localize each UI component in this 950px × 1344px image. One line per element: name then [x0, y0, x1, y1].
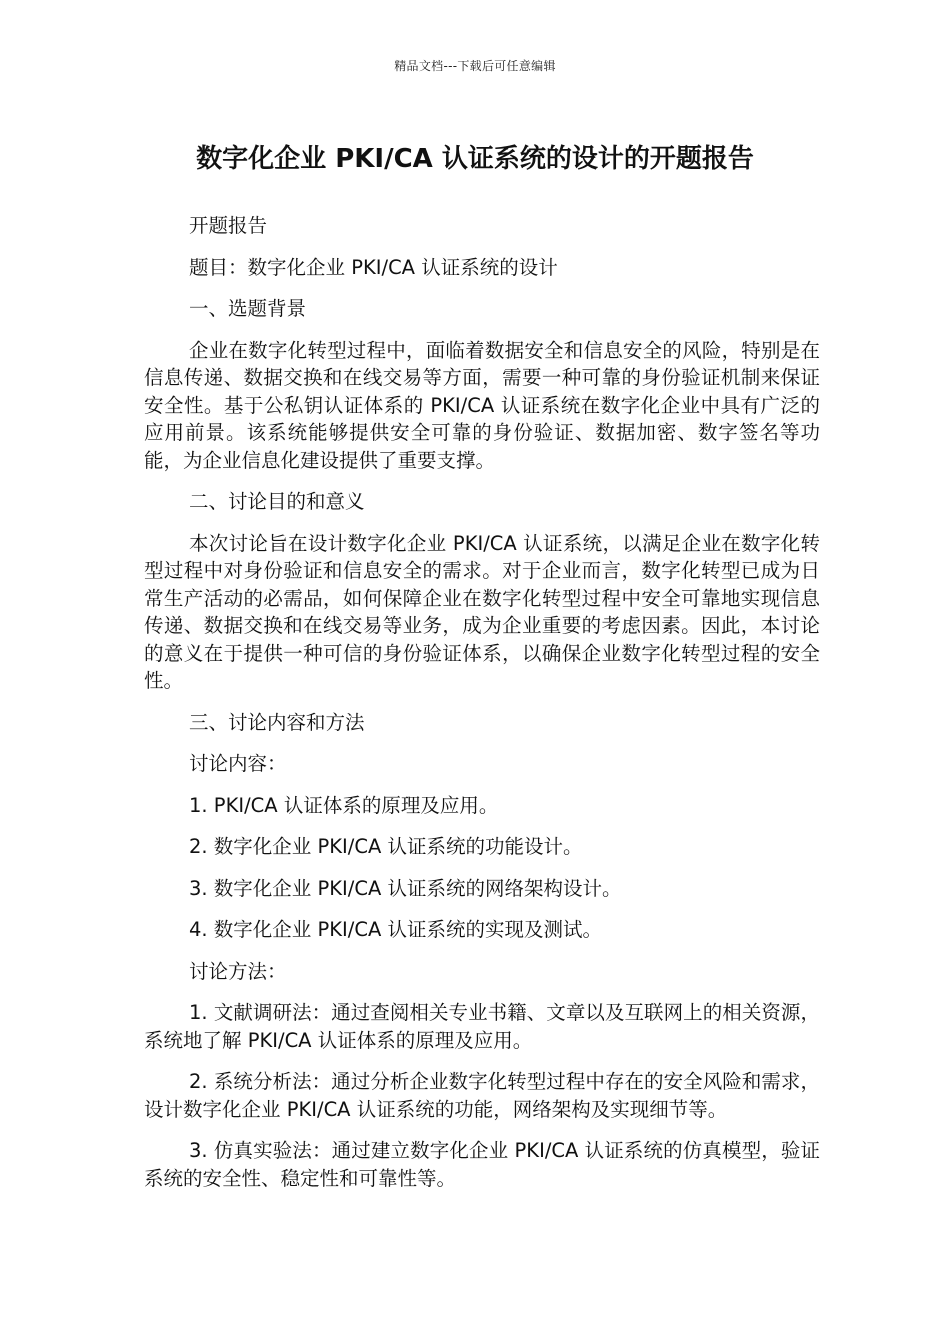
method-item-3: 3. 仿真实验法：通过建立数字化企业 PKI/CA 认证系统的仿真模型，验证系统的安全性、稳定性和可靠性等。: [144, 1139, 820, 1190]
document-title: 数字化企业 PKI/CA 认证系统的设计的开题报告: [196, 144, 754, 174]
paragraph-purpose: 本次讨论旨在设计数字化企业 PKI/CA 认证系统，以满足企业在数字化转型过程中对身份验证和信息安全的需求。对于企业而言，数字化转型已成为日常生产活动的必需品，如何保障企业在数字化转型过程中安全可靠地实现信息传递、数据交换和在线交易等业务，成为企业重要的考虑因素。因此，本讨论的意义在于提供一种可信的身份验证体系，以确保企业数字化转型过程的安全性。: [144, 531, 820, 692]
section-label-report: 开题报告: [189, 214, 268, 237]
label-content: 讨论内容：: [189, 752, 287, 775]
content-item-4: 4. 数字化企业 PKI/CA 认证系统的实现及测试。: [189, 918, 603, 941]
paragraph-background: 企业在数字化转型过程中，面临着数据安全和信息安全的风险，特别是在信息传递、数据交换和在线交易等方面，需要一种可靠的身份验证机制来保证安全性。基于公私钥认证体系的 PKI/CA 认证系统在数字化企业中具有广泛的应用前景。该系统能够提供安全可靠的身份验证、数据加密、数字签名等功能，为企业信息化建设提供了重要支撑。: [144, 338, 820, 472]
topic-line: 题目：数字化企业 PKI/CA 认证系统的设计: [189, 255, 558, 279]
heading-background: 一、选题背景: [189, 297, 307, 320]
content-item-2: 2. 数字化企业 PKI/CA 认证系统的功能设计。: [189, 835, 583, 858]
header-note: 精品文档---下载后可任意编辑: [394, 59, 556, 73]
content-item-1: 1. PKI/CA 认证体系的原理及应用。: [189, 793, 499, 817]
heading-content-methods: 三、讨论内容和方法: [189, 710, 365, 734]
label-methods: 讨论方法：: [189, 959, 287, 983]
method-item-1: 1. 文献调研法：通过查阅相关专业书籍、文章以及互联网上的相关资源，系统地了解 PKI/CA 认证体系的原理及应用。: [144, 1001, 820, 1052]
content-item-3: 3. 数字化企业 PKI/CA 认证系统的网络架构设计。: [189, 876, 622, 900]
document-body: [144, 212, 820, 1206]
method-item-2: 2. 系统分析法：通过分析企业数字化转型过程中存在的安全风险和需求，设计数字化企业 PKI/CA 认证系统的功能，网络架构及实现细节等。: [144, 1070, 820, 1121]
heading-purpose: 二、讨论目的和意义: [189, 490, 365, 513]
